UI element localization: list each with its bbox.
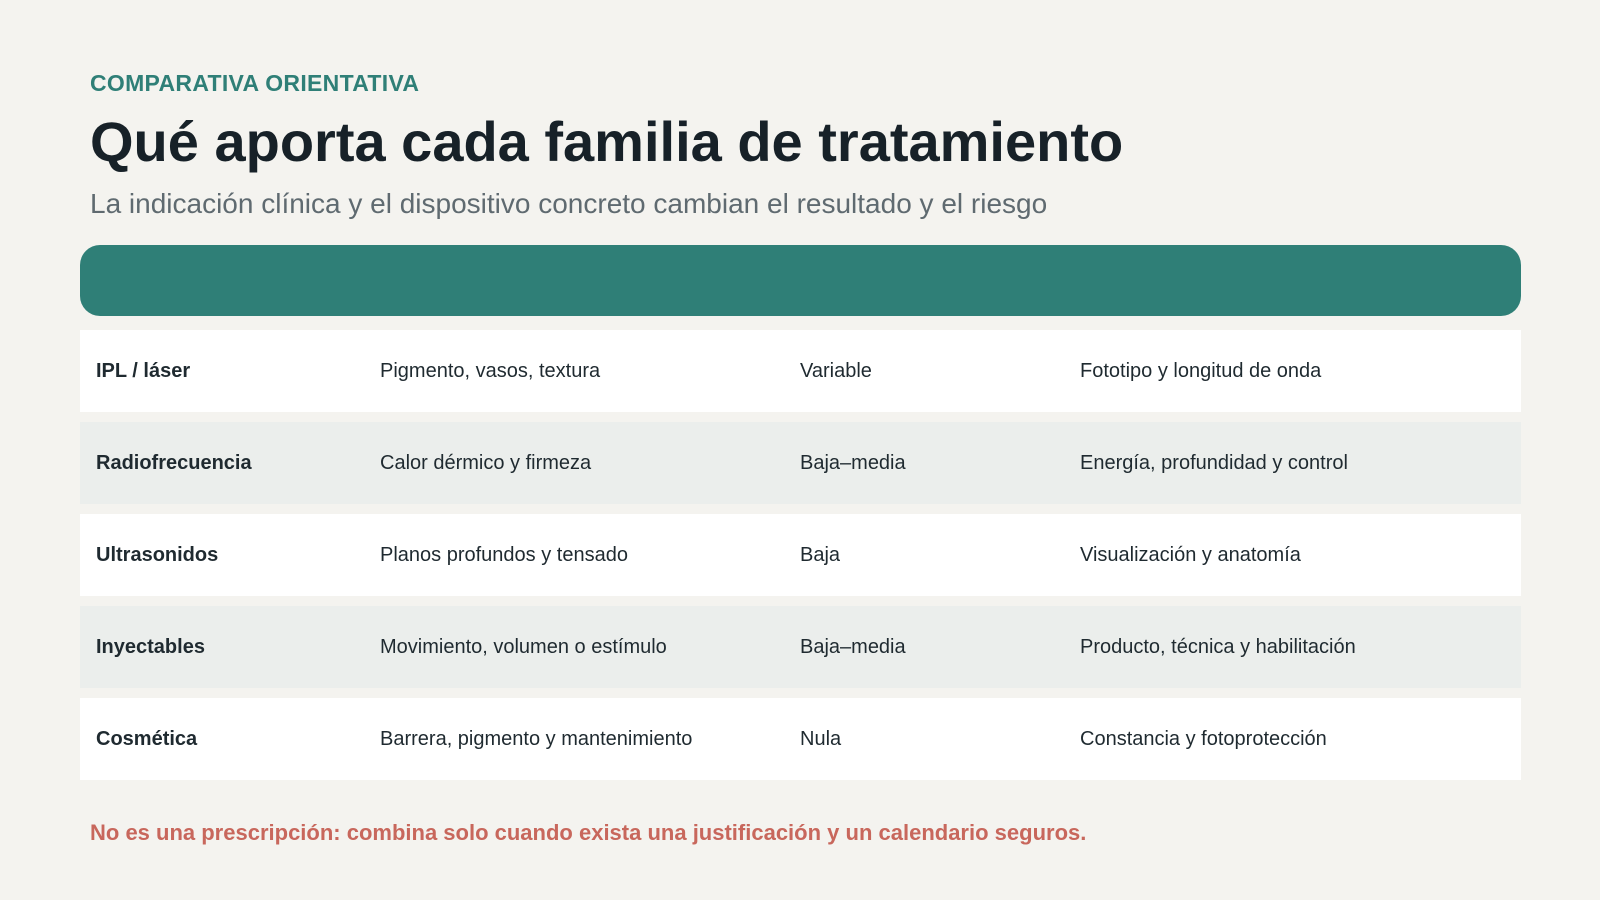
cell-target: Planos profundos y tensado xyxy=(380,543,628,566)
disclaimer-note: No es una prescripción: combina solo cuando exista una justificación y un calendario seguros. xyxy=(90,820,1087,845)
cell-family: IPL / láser xyxy=(96,359,191,382)
page-title: Qué aporta cada familia de tratamiento xyxy=(90,110,1124,173)
cell-level: Baja–media xyxy=(800,635,906,658)
cell-depends: Fototipo y longitud de onda xyxy=(1080,359,1322,382)
cell-target: Calor dérmico y firmeza xyxy=(380,451,592,474)
cell-level: Baja–media xyxy=(800,451,906,474)
cell-depends: Energía, profundidad y control xyxy=(1080,451,1348,474)
cell-depends: Constancia y fotoprotección xyxy=(1080,727,1327,750)
cell-family: Inyectables xyxy=(96,635,205,658)
cell-target: Movimiento, volumen o estímulo xyxy=(380,635,667,658)
cell-target: Pigmento, vasos, textura xyxy=(380,359,601,382)
cell-family: Cosmética xyxy=(96,727,198,750)
table-header xyxy=(80,245,1521,316)
cell-family: Radiofrecuencia xyxy=(96,451,252,474)
cell-level: Variable xyxy=(800,359,872,382)
comparison-table xyxy=(80,245,1521,780)
table-row xyxy=(80,330,1521,412)
table-row xyxy=(80,514,1521,596)
table-row xyxy=(80,606,1521,688)
table-row xyxy=(80,422,1521,504)
eyebrow-label: COMPARATIVA ORIENTATIVA xyxy=(90,70,420,96)
cell-level: Baja xyxy=(800,543,841,566)
cell-level: Nula xyxy=(800,727,842,750)
cell-target: Barrera, pigmento y mantenimiento xyxy=(380,727,693,750)
cell-family: Ultrasonidos xyxy=(96,543,219,566)
cell-depends: Visualización y anatomía xyxy=(1080,543,1301,566)
table-row xyxy=(80,698,1521,780)
page-subtitle: La indicación clínica y el dispositivo concreto cambian el resultado y el riesgo xyxy=(90,188,1048,219)
cell-depends: Producto, técnica y habilitación xyxy=(1080,635,1356,658)
